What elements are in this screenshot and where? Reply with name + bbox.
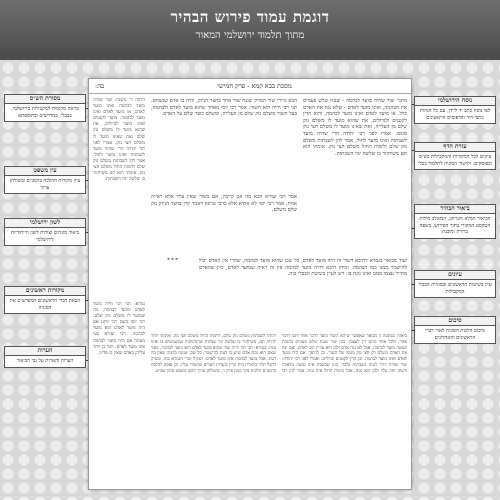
banner-title: דוגמת עמוד פירוש הבהיר bbox=[170, 8, 330, 26]
side-box-body: ציון מקורות ההלכה ברמב״ם ובשולחן ערוך bbox=[9, 178, 81, 191]
side-box-body: הבאת דברי הראשונים המפרשים את הסוגיה bbox=[9, 298, 81, 311]
section-divider bbox=[151, 258, 195, 328]
side-box-title: סיכום bbox=[415, 317, 495, 326]
page-banner bbox=[0, 0, 500, 60]
tractate-heading: מסכת בבא קמא - פרק חמישי bbox=[217, 82, 292, 90]
side-box-sikum bbox=[414, 316, 496, 344]
side-box-rishonim bbox=[4, 286, 86, 314]
banner-subtitle: מתוך תלמוד ירושלמי המאור bbox=[195, 30, 305, 41]
side-box-nusach bbox=[414, 96, 496, 124]
commentary-main-column-continued: אמר רבי זעירא הכא מה אנן קיימין, אם בשור שאין עליו אלא ראייה אחת, אמר רבי יוסי לא אתיא אלא כרבי טרפון דאמר קרן בחצר הניזק נזק שלם משלם. bbox=[151, 194, 297, 214]
side-box-title: מסורת הש״ס bbox=[5, 95, 85, 104]
side-box-title: לשון ירושלמי bbox=[5, 219, 85, 228]
side-box-lashon bbox=[4, 218, 86, 246]
side-box-body: סיכום הלכות הסוגיה לאור דברי הראשונים והאחרונים bbox=[425, 328, 485, 341]
bahir-explanation-block: ביאור: במשנה זו מבואר שאפשר שיהא השור מועד לדבר אחד ותם לדבר אחר, ולכל אחד מהם דין לעצמו. כגון שור שנגח שלש פעמים בהמות ונעשה מועד לבהמה, אבל לא נגח אדם ולכן הוא עדיין תם לאדם. ואם יגח את האדם משלם רק חצי נזק מגופו של השור. וכן להיפך, אם היה מועד לאדם ואינו מועד לבהמה. וכן הדין לקטנים וגדולים. ואמרו לפני רבי יהודה: שור שהיה רגיל לנגוח בשבתות בלבד, כגון שבשבת אינו עושה מלאכה ודעתו זחה עליו ולכן הוא נוגח, אבל בימות החול אינו נוגח. אמר להן רבי יהודה לשבתות משלם נזק שלם, ולימות החול משלם חצי נזק. ואימתי חוזר להיות תם, משיחזור בו שלשה ימי שבתות שהתינוקות ממשמשים בו ואינו נוגח. בגמרא: תני רבי חייה שור שהוא מועד לאדם הוא מועד לבהמה, מפני שאם הוא נוגח אדם שיש בו דעת להישמר, כל שכן שנוגח בהמה שאין בה דעת. אבל מועד לבהמה אינו מועד לאדם. ושקיל וטרי הגמרא בזה, ומסיק דהכל תלוי בראיית בית הדין ובעדות העדים שהעידו עליו. וכן נפסק להלכה ברמב״ם הלכות נזקי ממון פרק ו׳, ובשולחן ערוך חושן משפט סימן שפ״ט. bbox=[151, 334, 407, 374]
side-box-body: ציונים לכל המקורות והמקבילות בש״ס ובפוסקים. וקישור הסוגיה לתלמוד בבלי bbox=[418, 154, 492, 167]
page-running-header bbox=[89, 79, 411, 94]
sample-talmud-page bbox=[88, 78, 412, 490]
side-box-title: הערות bbox=[5, 347, 85, 356]
side-box-title: מקורות ראשונים bbox=[5, 287, 85, 296]
side-box-ein-mishpat bbox=[4, 166, 86, 194]
side-box-iyunim bbox=[414, 270, 496, 298]
commentary-main-column: הכא מיירי שור המזיק שנגח שור אחר בחצר הניזק, והיה בו אדם שנשחט. תני רבי חייה הוא השור. אמר רבי יוסי מאחר שהוא מועד לאדם ולבהמה, בעל השור משלם נזק שלם מן העלייה, ומשלם כופר שלם על האדם. bbox=[151, 98, 297, 118]
folio-label: בה: bbox=[95, 82, 105, 90]
side-box-body: הערות והארות על גבי הביאור bbox=[16, 358, 74, 365]
side-box-hearot bbox=[4, 346, 86, 368]
margin-notes-column: הלכה ד' משנה: שור שהיה מועד לבהמה ואינו מועד לאדם, או מועד לאדם ואינו מועד לבהמה. מועד לקטנים ואינו מועד לגדולים, את שהוא מועד לו משלם נזק שלם ואת שאינו מועד לו משלם חצי נזק. אמרו לפני רבי יהודה הרי שהיה מועד לשבתות ואינו מועד לחול. אמר להן לשבתות משלם נזק שלם ולימות החול משלם חצי נזק. אימתי הוא תם משיחזור בו שלשה ימי השבתות. bbox=[93, 98, 145, 183]
side-box-title: ביאור הבהיר bbox=[415, 205, 495, 214]
side-box-mesoret bbox=[4, 94, 86, 122]
commentary-middle-block: ועוד מבואר בגמרא דהיכא דשור זה היה מועד לאדם, כל שכן שהוא מועד לבהמה, שהרי אין האדם יכול להישמר ממנו כמו הבהמה. ומיהו היכא דהיה מועד לבהמה אין זה ראיה שמועד לאדם, כיון שהאדם מתייר עצמו ממנו ואינו נוגח בו. ויש לעיין בשיטת הבבלי בזה. bbox=[199, 258, 407, 278]
yerushalmi-text-column: מתני׳ שור שהיה מועד לבהמה - שנגח שלש פעמים את הבהמה, ואינו מועד לאדם - שלא נגח את האדם כלל. או מועד לאדם ואינו מועד לבהמה, והוא הדין לקטנים ולגדולים, את שהוא מועד לו משלם נזק שלם מן העלייה, ואת שאינו מועד לו משלם חצי נזק מגופו. אמרו לפני רבי יהודה הרי שהיה מועד לשבתות ואינו מועד לחול, אמר להן לשבתות משלם נזק שלם ולימות החול משלם חצי נזק. אימתי הוא תם משיחזור בו שלשה ימי השבתות. bbox=[303, 98, 407, 157]
side-box-title: נוסח הירושלמי bbox=[415, 97, 495, 106]
side-box-title: עין משפט bbox=[5, 167, 85, 176]
stars-ornament: *** bbox=[167, 258, 179, 264]
side-box-biur bbox=[414, 204, 496, 239]
side-box-body: לפי נוסח כתב יד ליידן, עם כל הגהות כתבי היד והדפוסים הראשונים bbox=[419, 108, 491, 121]
side-box-ezrat-hadaf bbox=[414, 142, 496, 170]
side-box-title: עזרת הדף bbox=[415, 143, 495, 152]
margin-notes-column-lower: גמרא: תני רבי חייה מועד לאדם ומועד לבהמה, מה שמועד לו משלם נזק שלם. רבי יוסי בשם רבי יוחנן אם היה מועד לאדם הוא מועד לבהמה. רבי זעירא בעי מעתה אם היה מועד לבהמה אינו מועד לאדם. ותני כן ויתר עליהן באדם שאין בו פדיון. bbox=[93, 302, 145, 356]
side-box-body: הביאור המלא והנרחב, המשלב מילות הטקסט המקורי בתוך הפירוש, בשפה ברורה ומובנת bbox=[419, 216, 491, 236]
side-box-title: עיונים bbox=[415, 271, 495, 280]
side-box-body: ביאור מונחים וצורות לשון הייחודיות לירושלמי bbox=[10, 230, 80, 243]
side-box-body: עיון בשיטות הראשונים ובסוגיות הבבלי המקבילות bbox=[418, 282, 492, 295]
side-box-body: מראה מקומות למקבילות בירושלמי, בבבלי, במדרשים ובתוספתא bbox=[11, 106, 79, 119]
